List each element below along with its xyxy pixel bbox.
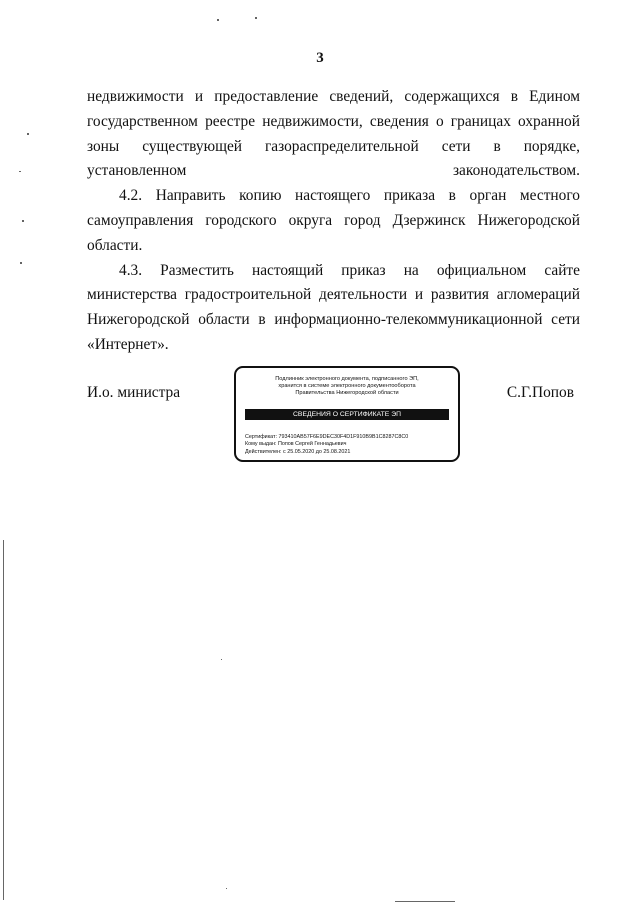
scan-speck: [255, 17, 257, 19]
scan-speck: [22, 220, 24, 222]
scan-speck: [20, 262, 22, 264]
stamp-header-line: хранится в системе электронного документооборота: [278, 383, 416, 390]
stamp-certificate: Сертификат: 793410AB57F6E9DEC30F4D1F910B9B1C8287C8C0: [245, 434, 409, 440]
scan-speck: [27, 133, 29, 135]
stamp-issued-to: Кому выдан: Попов Сергей Геннадьевич: [245, 441, 347, 448]
scan-edge-line: [395, 901, 455, 902]
scan-speck: [226, 888, 227, 889]
stamp-header-line: Подлинник электронного документа, подписанного ЭП,: [275, 376, 419, 382]
paragraph-item-4-3: 4.3. Разместить настоящий приказ на официальном сайте министерства градостроительной деятельности и развития агломераций Нижегородской области в информационно-телекоммуникационной сети «Интернет».: [87, 261, 580, 353]
page-number: 3: [316, 50, 324, 66]
stamp-header: [236, 376, 458, 398]
stamp-validity: Действителен: с 25.05.2020 до 25.08.2021: [245, 448, 351, 455]
scan-speck: [19, 171, 21, 172]
signer-name: С.Г.Попов: [506, 384, 574, 401]
scan-speck: [217, 19, 219, 21]
scan-edge-line: [3, 540, 4, 900]
electronic-signature-stamp: [234, 366, 460, 462]
document-body: [87, 85, 580, 358]
paragraph-continuation: недвижимости и предоставление сведений, содержащихся в Едином государственном реестре недвижимости, сведения о границах охранной зоны существующей газораспределительной сети в порядке, установленном законодательством.: [87, 88, 580, 180]
scan-speck: [221, 659, 222, 660]
paragraph-item-4-2: 4.2. Направить копию настоящего приказа в орган местного самоуправления городского округа город Дзержинск Нижегородской области.: [87, 187, 580, 254]
stamp-title: СВЕДЕНИЯ О СЕРТИФИКАТЕ ЭП: [245, 409, 449, 420]
stamp-header-line: Правительства Нижегородской области: [295, 390, 399, 397]
signer-position: И.о. министра: [87, 384, 181, 401]
stamp-details: [245, 434, 452, 456]
